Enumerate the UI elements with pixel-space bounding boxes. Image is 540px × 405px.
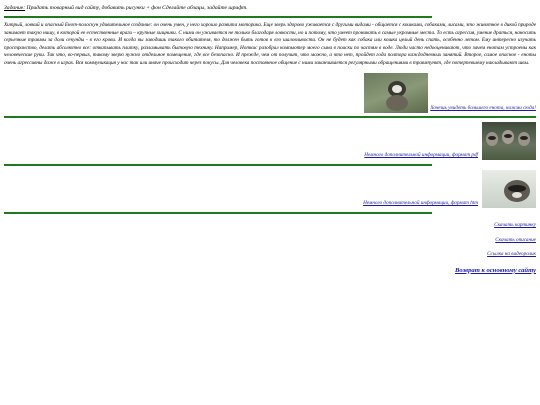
info-htm-row (4, 170, 536, 208)
racoon-photo-2[interactable] (482, 122, 536, 160)
top-divider (4, 16, 432, 18)
more-racoon-link[interactable]: Хочешь увидеть большего енота, нажми сюда! (430, 104, 536, 111)
racoon-photo-row (4, 73, 536, 113)
task-text: Придать товарный вид сайту, добавить рисунки + фон Сделайте абзацы, задайте шрифт. (26, 5, 248, 11)
divider-2 (4, 164, 432, 166)
info-pdf-link[interactable]: Немного дополнительной информации, формат pdf (364, 151, 478, 158)
divider-1 (4, 116, 536, 118)
intro-paragraph: Хитрый, ловкий и опасный Енот-полоскун удивительное создание: он очень умен, у него хорошо развита моторика. Еще зверь здорово уживается с другими видами - общается с кошками, собаками, лисами, это животное в дикой природе занимает такую нишу, в которой ее естественные враги – крупные хищники. С ними он уживается не только благодаря ловкости, но и потому, что умеет проникать в самые укромные места. То есть агрессия, умение драться, наносить серьезные травмы за доли секунды - в его крови. И когда вы заводишь такого обитателя, то должен быть готов к его шаловливости. Он не будет как собака или кошка целый день спать, особенно летом. Ему интересно изучать пространство, делать абсолютно все: откапывать плитку, разламывать бытовую технику. Например, Ноткис разобрал компьютер моего сына в поиски по частям в воде. Люди часто недооценивают, что зачем енотам устроены как человеческие руки. Так что, во-первых, такому зверю нужно отдельное помещение, где все безопасно. И прежде, чем от получит, что можно, а что нет, пройдет года полтора каждодневных занятий. Второе, самое опасное - еноты очень агрессивны даже в играх. Вся коммуникация у нас так или иначе происходит через покусы. Для человека постоянное общение с ними заканчивается регулярными обращениями в травмпункт, где потерпевшему накладывают швы. (4, 22, 536, 66)
video-link[interactable]: Ссылка на видеоролик (487, 251, 536, 258)
racoon-photo-1[interactable] (364, 73, 428, 113)
action-links (4, 222, 536, 275)
info-pdf-row (4, 122, 536, 160)
racoon-photo-3[interactable] (482, 170, 536, 208)
divider-3 (4, 212, 432, 214)
back-to-main-link[interactable]: Возврат к основному сайту (454, 266, 536, 274)
info-htm-link[interactable]: Немного дополнительной информации, формат htm (363, 199, 478, 206)
download-picture-link[interactable]: Скачать картинку (494, 222, 536, 229)
task-line (4, 4, 536, 12)
download-description-link[interactable]: Скачать описание (495, 236, 536, 243)
task-label: Задание: (4, 5, 26, 11)
